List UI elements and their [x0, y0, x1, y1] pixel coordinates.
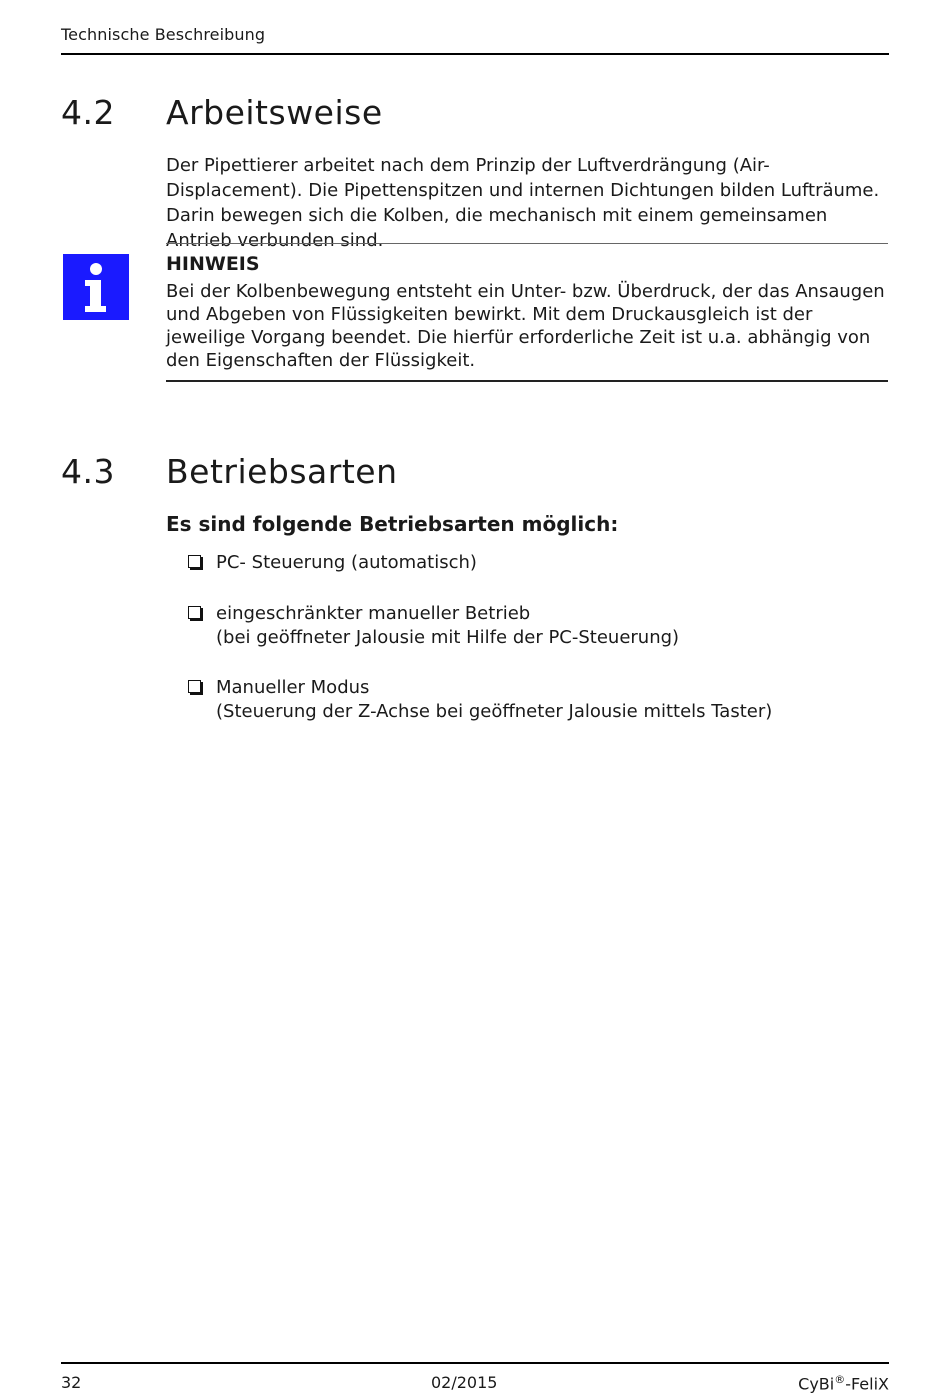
product-name	[798, 1373, 889, 1393]
running-header: Technische Beschreibung	[61, 25, 266, 44]
registered-mark: ®	[834, 1373, 846, 1386]
note-top-rule	[166, 243, 888, 244]
mode-text	[216, 676, 876, 724]
info-icon	[63, 254, 129, 320]
mode-line-detail: (Steuerung der Z-Achse bei geöffneter Jalousie mittels Taster)	[216, 701, 773, 722]
mode-line: Manueller Modus	[216, 677, 370, 698]
section-number-4-2: 4.2	[61, 93, 115, 132]
mode-line: PC- Steuerung (automatisch)	[216, 552, 477, 573]
section-number-4-3: 4.3	[61, 452, 115, 491]
mode-line: eingeschränkter manueller Betrieb	[216, 603, 531, 624]
mode-text	[216, 551, 876, 575]
note-bottom-rule	[166, 380, 888, 382]
product-name-base: CyBi	[798, 1374, 835, 1394]
product-name-suffix: -FeliX	[845, 1374, 889, 1394]
section-title-betriebsarten: Betriebsarten	[166, 452, 398, 491]
mode-line-detail: (bei geöffneter Jalousie mit Hilfe der PC-Steuerung)	[216, 627, 680, 648]
note-title: HINWEIS	[166, 253, 260, 275]
document-date: 02/2015	[431, 1373, 498, 1392]
checkbox-icon	[188, 555, 201, 568]
page-number: 32	[61, 1373, 82, 1392]
header-rule	[61, 53, 889, 55]
note-text: Bei der Kolbenbewegung entsteht ein Unter- bzw. Überdruck, der das Ansaugen und Abgeben von Flüssigkeiten bewirkt. Mit dem Druckausgleich ist der jeweilige Vorgang beendet. Die hierfür erforderliche Zeit ist u.a. abhängig von den Eigenschaften der Flüssigkeit.	[166, 281, 885, 371]
footer-rule	[61, 1362, 889, 1364]
arbeitsweise-paragraph: Der Pipettierer arbeitet nach dem Prinzip der Luftverdrängung (Air-Displacement). Die Pipettenspitzen und internen Dichtungen bilden Lufträume. Darin bewegen sich die Kolben, die mechanisch mit einem gemeinsamen Antrieb verbunden sind.	[166, 155, 880, 251]
checkbox-icon	[188, 680, 201, 693]
modes-lead: Es sind folgende Betriebsarten möglich:	[166, 512, 619, 536]
mode-text	[216, 602, 876, 650]
section-title-arbeitsweise: Arbeitsweise	[166, 93, 383, 132]
checkbox-icon	[188, 606, 201, 619]
